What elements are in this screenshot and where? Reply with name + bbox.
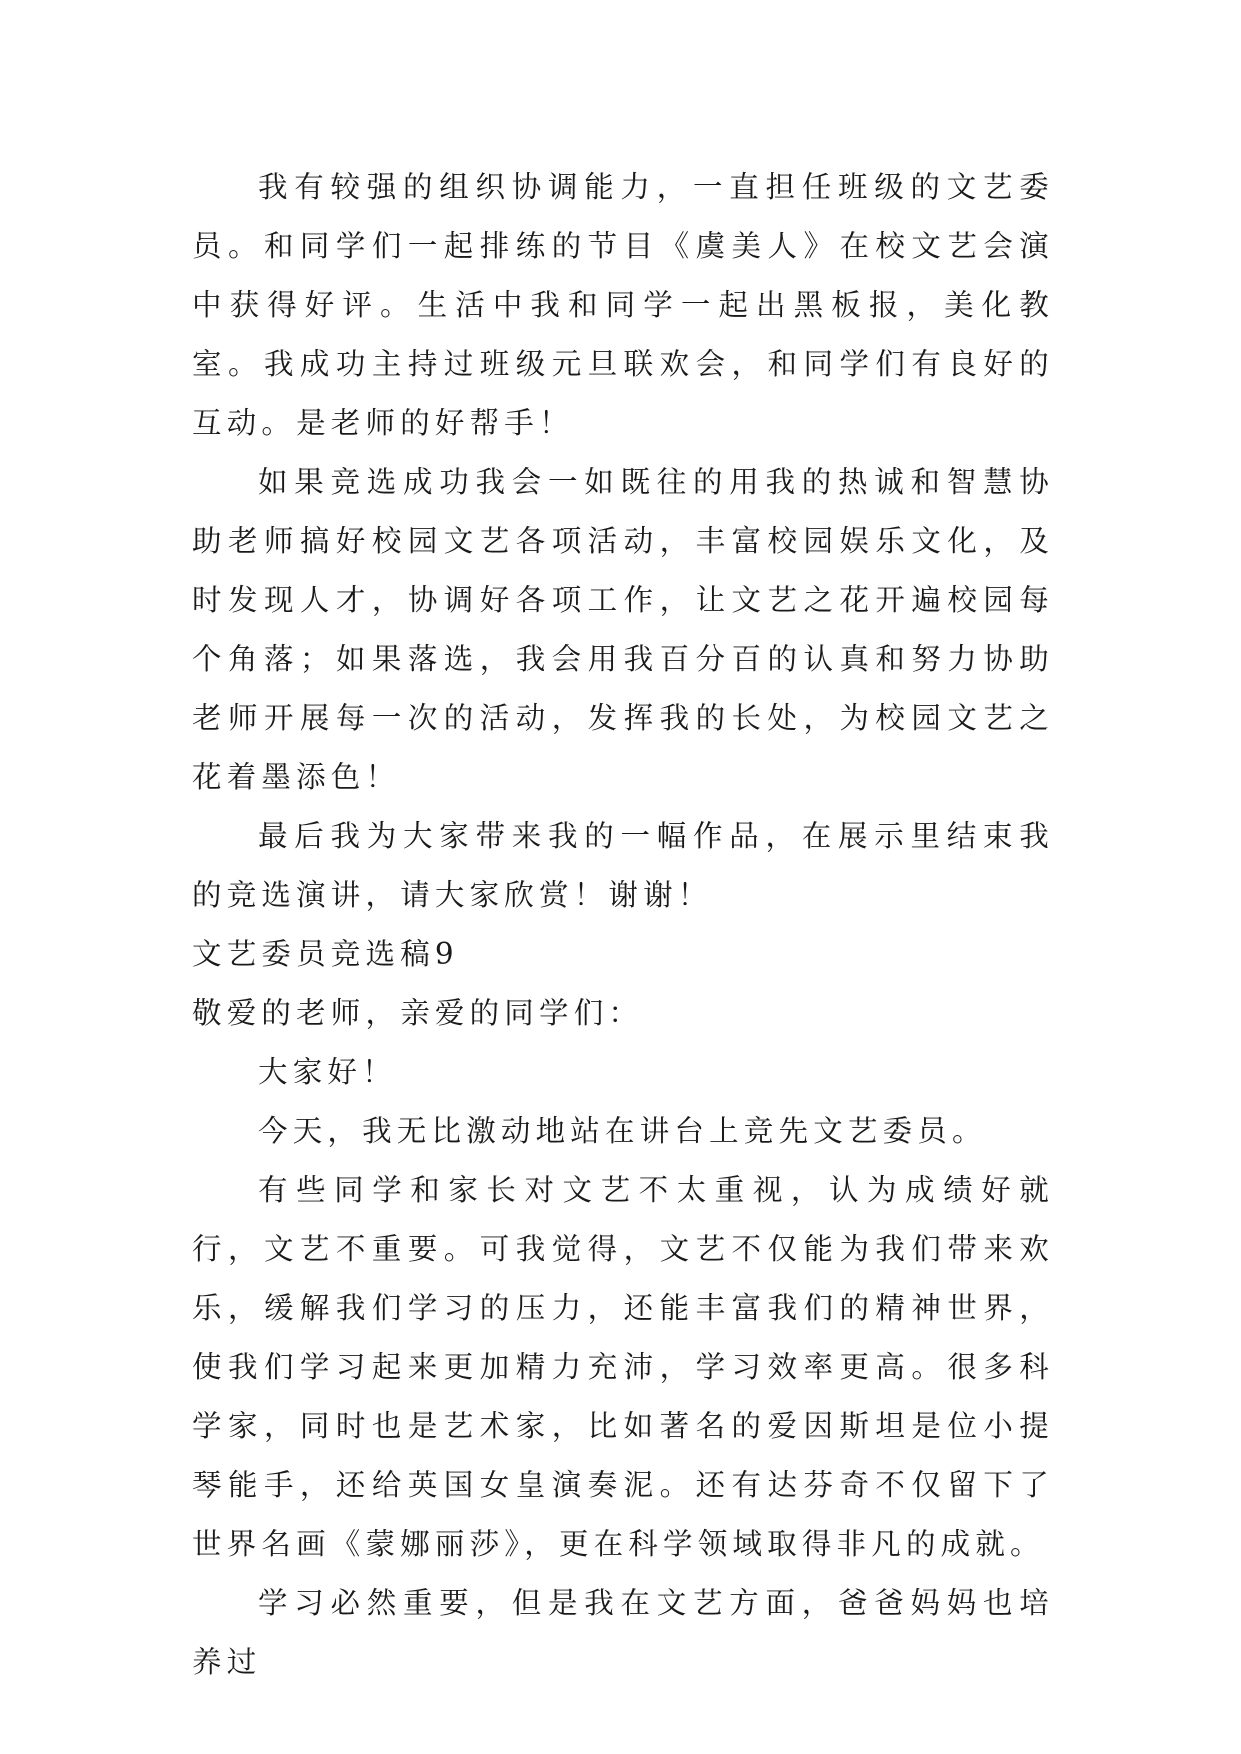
salutation: 敬爱的老师，亲爱的同学们： — [192, 996, 644, 1030]
paragraph: 如果竞选成功我会一如既往的用我的热诚和智慧协助老师搞好校园文艺各项活动，丰富校园娱乐文化，及时发现人才，协调好各项工作，让文艺之花开遍校园每个角落；如果落选，我会用我百分百的认真和努力协助老师开展每一次的活动，发挥我的长处，为校园文艺之花着墨添色！ — [192, 465, 1054, 794]
paragraph: 学习必然重要，但是我在文艺方面，爸爸妈妈也培养过 — [192, 1586, 1054, 1679]
section-heading: 文艺委员竞选稿9 — [192, 937, 459, 971]
paragraph: 最后我为大家带来我的一幅作品，在展示里结束我的竞选演讲，请大家欣赏！谢谢！ — [192, 819, 1054, 912]
paragraph: 今天，我无比激动地站在讲台上竞先文艺委员。 — [258, 1114, 987, 1148]
document-body — [192, 158, 1054, 1692]
paragraph: 有些同学和家长对文艺不太重视，认为成绩好就行，文艺不重要。可我觉得，文艺不仅能为我们带来欢乐，缓解我们学习的压力，还能丰富我们的精神世界，使我们学习起来更加精力充沛，学习效率更高。很多科学家，同时也是艺术家，比如著名的爱因斯坦是位小提琴能手，还给英国女皇演奏泥。还有达芬奇不仅留下了世界名画《蒙娜丽莎》，更在科学领域取得非凡的成就。 — [192, 1173, 1054, 1561]
paragraph: 我有较强的组织协调能力，一直担任班级的文艺委员。和同学们一起排练的节目《虞美人》在校文艺会演中获得好评。生活中我和同学一起出黑板报，美化教室。我成功主持过班级元旦联欢会，和同学们有良好的互动。是老师的好帮手！ — [192, 170, 1054, 440]
greeting: 大家好！ — [258, 1055, 397, 1089]
